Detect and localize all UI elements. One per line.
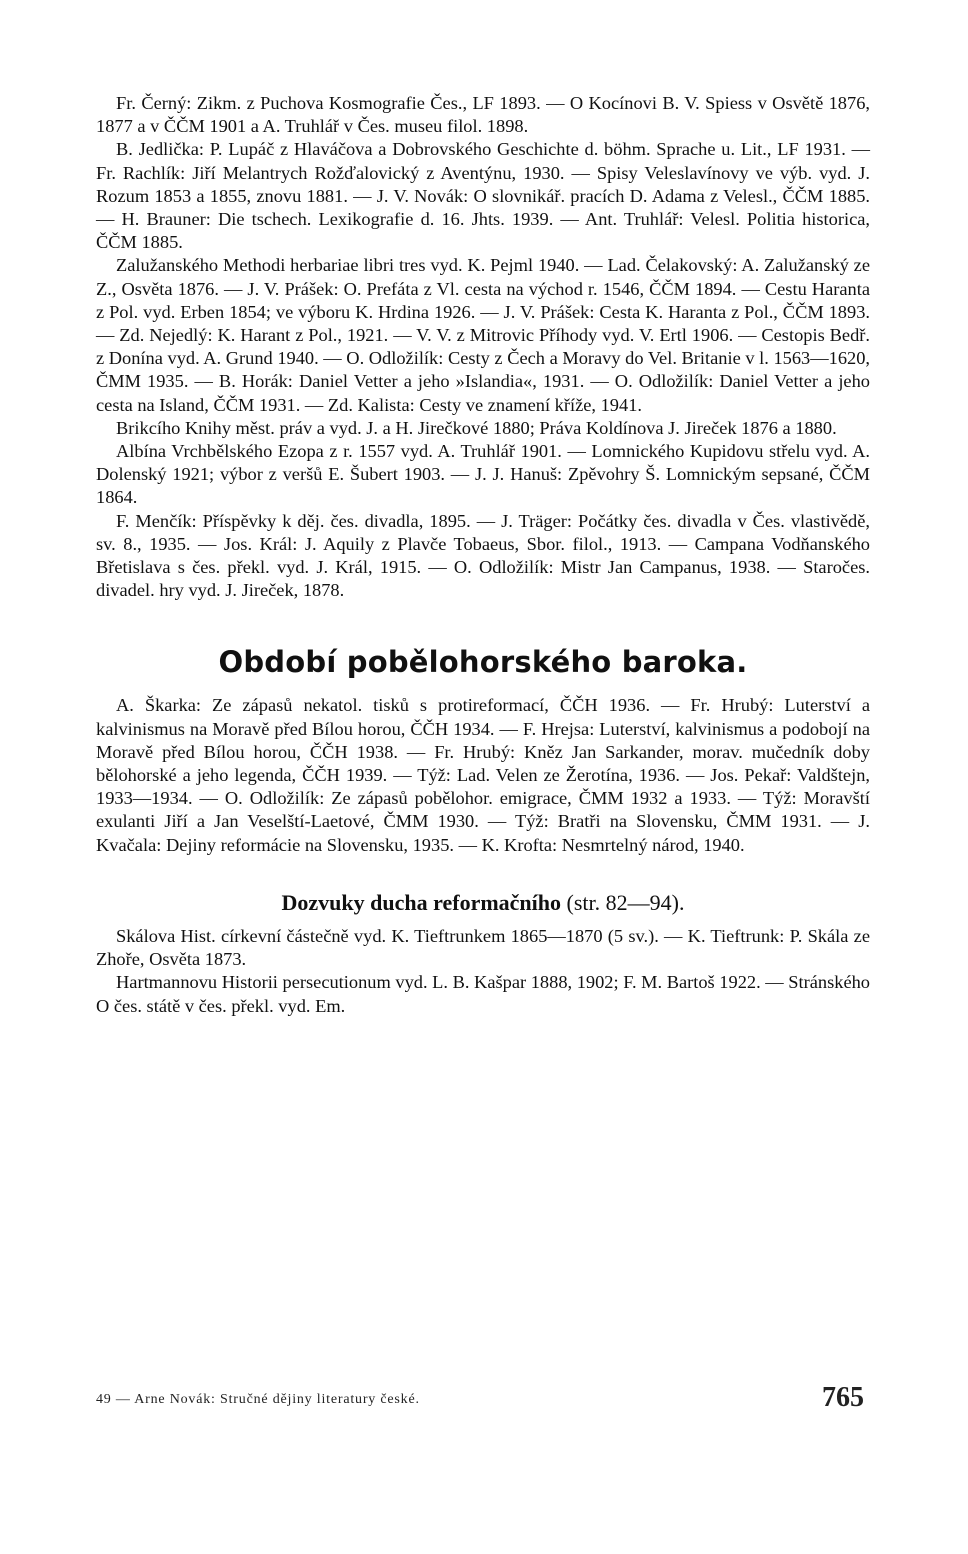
bibliography-paragraph: B. Jedlička: P. Lupáč z Hlaváčova a Dobrovského Geschichte d. böhm. Sprache u. Lit., LF 1931. — Fr. Rachlík: Jiří Melantrych Rožďalovický z Aventýnu, 1930. — Spisy Veleslavínovy ve výb. vyd. J. Rozum 1853 a 1855, znovu 1881. — J. V. Novák: O slovnikář. pracích D. Adama z Velesl., ČČM 1885. — H. Brauner: Die tschech. Lexikografie d. 16. Jhts. 1939. — Ant. Truhlář: Velesl. Politia historica, ČČM 1885.: [96, 139, 870, 253]
bibliography-paragraph: A. Škarka: Ze zápasů nekatol. tisků s protireformací, ČČH 1936. — Fr. Hrubý: Luterství a kalvinismus na Moravě před Bílou horou, ČČH 1934. — F. Hrejsa: Luterství, kalvinismus a podobojí na Moravě před Bílou horou, ČČH 1938. — Fr. Hrubý: Kněz Jan Sarkander, morav. mučedník doby bělohorské a jeho legenda, ČČH 1939. — Týž: Lad. Velen ze Žerotína, 1936. — Jos. Pekař: Valdštejn, 1933—1934. — O. Odložilík: Ze zápasů pobělohor. emigrace, ČMM 1932 a 1933. — Týž: Moravští exulanti Jiří a Jan Veselští-Laetové, ČMM 1930. — Týž: Bratři na Slovensku, ČMM 1931. — J. Kvačala: Dejiny reformácie na Slovensku, 1935. — K. Krofta: Nesmrtelný národ, 1940.: [96, 695, 870, 855]
bibliography-paragraph: Hartmannovu Historii persecutionum vyd. L. B. Kašpar 1888, 1902; F. M. Bartoš 1922. — Stránského O čes. státě v čes. překl. vyd. Em.: [96, 972, 870, 1016]
section-heading-dozvuky-title: Dozvuky ducha reformačního: [281, 889, 562, 915]
bibliography-paragraph: Fr. Černý: Zikm. z Puchova Kosmografie Čes., LF 1893. — O Kocínovi B. V. Spiess v Osvětě 1876, 1877 a v ČČM 1901 a A. Truhlář v Čes. museu filol. 1898.: [96, 93, 870, 137]
bibliography-paragraph: Zalužanského Methodi herbariae libri tres vyd. K. Pejml 1940. — Lad. Čelakovský: A. Zalužanský ze Z., Osvěta 1876. — J. V. Prášek: O. Prefáta z Vl. cesta na východ r. 1546, ČČM 1894. — Cestu Haranta z Pol. vyd. Erben 1854; ve výboru K. Hrdina 1926. — J. V. Prášek: Cesta K. Haranta z Pol., ČČM 1893. — Zd. Nejedlý: K. Harant z Pol., 1921. — V. V. z Mitrovic Příhody vyd. V. Ertl 1906. — Cestopis Bedř. z Donína vyd. A. Grund 1940. — O. Odložilík: Cesty z Čech a Moravy do Vel. Britanie v l. 1563—1620, ČMM 1935. — B. Horák: Daniel Vetter a jeho »Islandia«, 1931. — O. Odložilík: Daniel Vetter a jeho cesta na Island, ČČM 1931. — Zd. Kalista: Cesty ve znamení kříže, 1941.: [96, 255, 871, 415]
bibliography-paragraph: F. Menčík: Příspěvky k děj. čes. divadla, 1895. — J. Träger: Počátky čes. divadla v Čes. vlastivědě, sv. 8., 1935. — Jos. Král: J. Aquily z Plavče Tobaeus, Sbor. filol., 1913. — Campana Vodňanského Břetislava s čes. překl. vyd. J. Král, 1915. — O. Odložilík: Mistr Jan Campanus, 1938. — Staročes. divadel. hry vyd. J. Jireček, 1878.: [96, 510, 870, 601]
page-number: 765: [822, 1382, 864, 1413]
bibliography-paragraph: Albína Vrchbělského Ezopa z r. 1557 vyd. A. Truhlář 1901. — Lomnického Kupidovu střelu vyd. A. Dolenský 1921; výbor z veršů E. Šubert 1903. — J. J. Hanuš: Zpěvohry Š. Lomnickým sepsané, ČČM 1864.: [96, 441, 870, 508]
section-heading-dozvuky: [96, 889, 870, 917]
section-heading-baroko: Období pobělohorského baroka.: [218, 645, 748, 680]
document-page: [96, 92, 870, 1018]
footer-signature: 49 — Arne Novák: Stručné dějiny literatury české.: [96, 1392, 420, 1407]
bibliography-paragraph: Skálova Hist. církevní částečně vyd. K. Tieftrunkem 1865—1870 (5 sv.). — K. Tieftrunk: P. Skála ze Zhoře, Osvěta 1873.: [96, 925, 870, 970]
bibliography-paragraph: Brikcího Knihy měst. práv a vyd. J. a H. Jirečkové 1880; Práva Koldínova J. Jireček 1876 a 1880.: [116, 417, 837, 438]
bibliography-section-dozvuky: [96, 925, 870, 1018]
section-heading-dozvuky-range: (str. 82—94).: [561, 889, 685, 915]
bibliography-section-top: [96, 92, 870, 602]
bibliography-section-baroko: [96, 694, 870, 856]
